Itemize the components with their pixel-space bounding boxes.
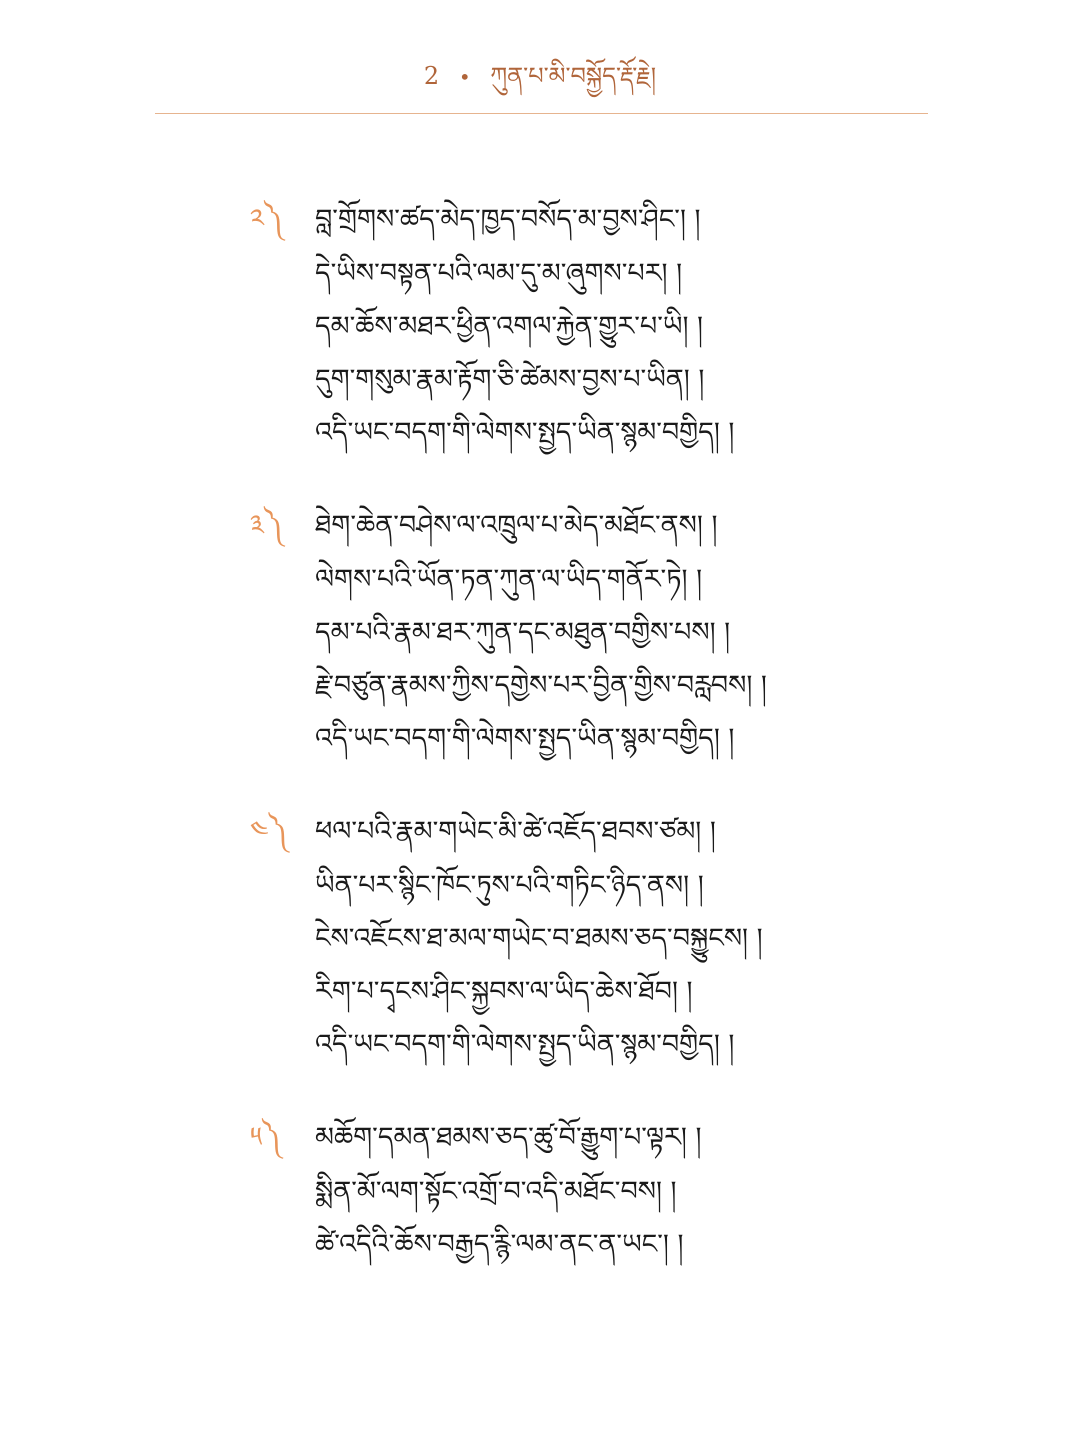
verse-2 [0, 188, 1080, 494]
verse-number: ༤༽ [250, 816, 288, 847]
verse-refrain: འདི་ཡང་བདག་གི་ལེགས་སྤྱད་ཡིན་སྙམ་བགྱིད། ། [315, 1029, 735, 1060]
verse-refrain: འདི་ཡང་བདག་གི་ལེགས་སྤྱད་ཡིན་སྙམ་བགྱིད། ། [315, 723, 735, 754]
verse-number: ༢༽ [250, 204, 284, 235]
verse-line: རྗེ་བཙུན་རྣམས་ཀྱིས་དགྱེས་པར་བྱིན་གྱིས་བརླབས། ། [315, 670, 767, 701]
verse-line: ངེས་འཇོངས་ཐ་མལ་གཡེང་བ་ཐམས་ཅད་བསྐྱུངས། ། [315, 923, 763, 954]
verse-line: དམ་པའི་རྣམ་ཐར་ཀུན་དང་མཐུན་བགྱིས་པས། ། [315, 617, 731, 648]
verse-line: དུག་གསུམ་རྣམ་རྟོག་ཅི་ཚེམས་བྱས་པ་ཡིན། ། [315, 364, 705, 395]
verse-list [0, 188, 1080, 1412]
verse-line: རིག་པ་དྭངས་ཤིང་སྐྱབས་ལ་ཡིད་ཆེས་ཐོབ། ། [315, 976, 693, 1007]
running-header [0, 52, 1080, 101]
verse-line: བླ་གྲོགས་ཚད་མེད་ཁྱད་བསོད་མ་བྱས་ཤིང་། ། [315, 204, 701, 235]
verse-5 [0, 1106, 1080, 1412]
verse-line: ཚེ་འདིའི་ཆོས་བརྒྱད་རྙི་ལམ་ནང་ན་ཡང་། ། [315, 1229, 684, 1260]
verse-4 [0, 800, 1080, 1106]
verse-line: མཆོག་དམན་ཐམས་ཅད་ཚུ་བོ་རྒྱུག་པ་ལྟར། ། [315, 1122, 702, 1153]
verse-3 [0, 494, 1080, 800]
verse-line: ཐེག་ཆེན་བཤེས་ལ་འཁྲུལ་པ་མེད་མཐོང་ནས། ། [315, 510, 718, 541]
verse-refrain: འདི་ཡང་བདག་གི་ལེགས་སྤྱད་ཡིན་སྙམ་བགྱིད། ། [315, 417, 735, 448]
header-divider [155, 113, 928, 114]
header-title: ཀུན་པ་མི་བསྐྱོད་རྡོ་རྗེ། [490, 62, 657, 90]
verse-line: དམ་ཆོས་མཐར་ཕྱིན་འགལ་རྐྱེན་གྱུར་པ་ཡི། ། [315, 311, 704, 342]
verse-line: སྨིན་མོ་ལག་སྟོང་འགྲོ་བ་འདི་མཐོང་བས། ། [315, 1176, 677, 1207]
verse-line: ཕལ་པའི་རྣམ་གཡེང་མི་ཚེ་འཇོད་ཐབས་ཙམ། ། [315, 816, 716, 847]
verse-line: དེ་ཡིས་བསྟན་པའི་ལམ་དུ་མ་ཞུགས་པར། ། [315, 258, 683, 289]
verse-line: ཡིན་པར་སྙིང་ཁོང་ཏུས་པའི་གཏིང་ཉིད་ནས། ། [315, 870, 704, 901]
verse-number: ༥༽ [250, 1122, 282, 1153]
page-number: 2 [423, 62, 440, 90]
verse-line: ལེགས་པའི་ཡོན་ཏན་ཀུན་ལ་ཡིད་གནོར་ཏེ། ། [315, 564, 703, 595]
verse-number: ༣༽ [250, 510, 284, 541]
header-separator: • [458, 65, 471, 89]
